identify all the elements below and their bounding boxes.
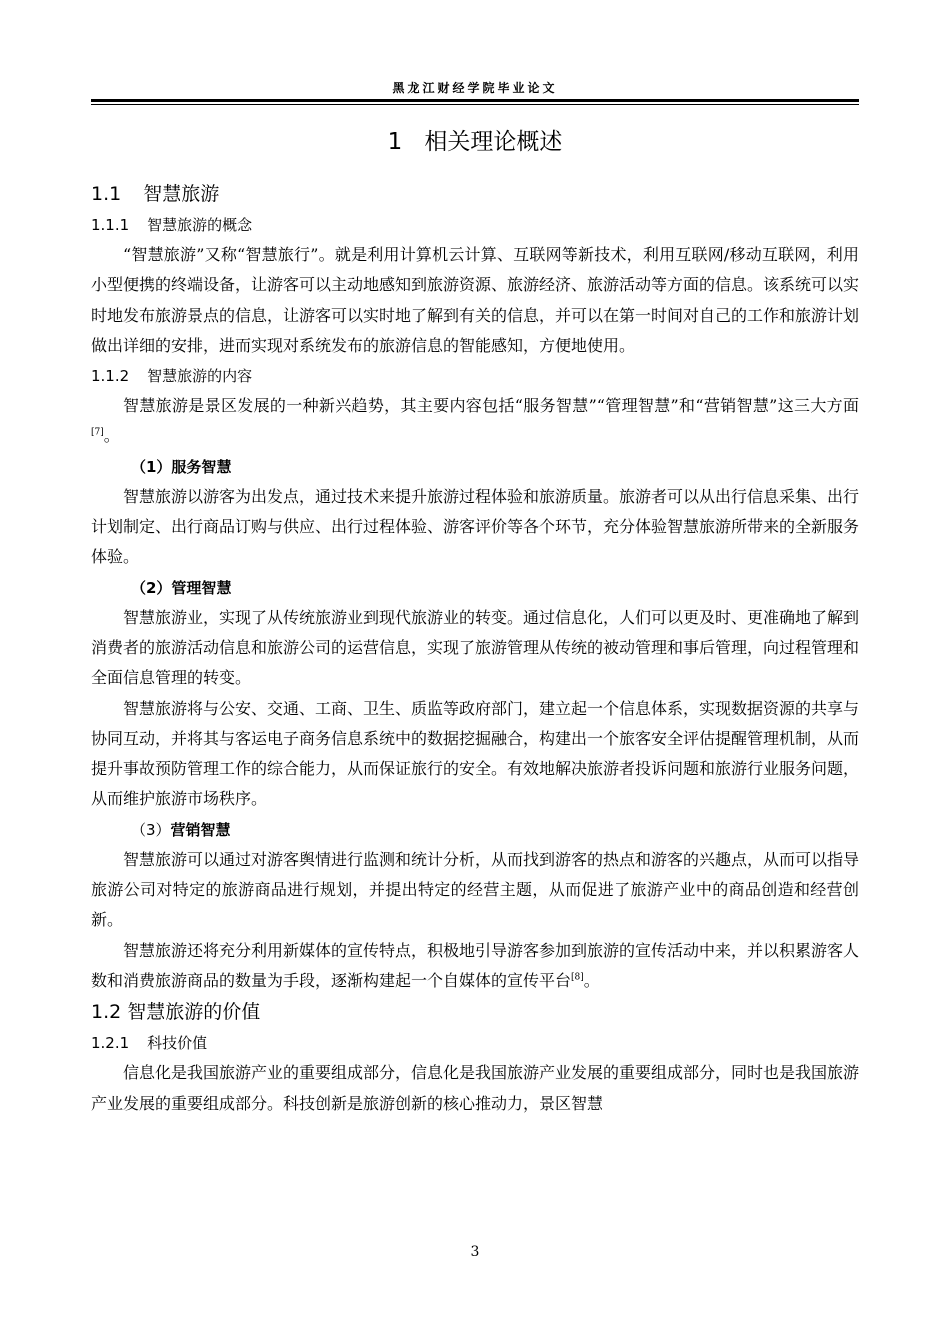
paragraph-marketing-2 [91,936,859,997]
subsection-number: 1.1.1 [91,216,130,234]
header-rule-thin [91,104,859,105]
subsection-heading-1-2-1 [91,1028,859,1058]
paragraph-management-1: 智慧旅游业，实现了从传统旅游业到现代旅游业的转变。通过信息化，人们可以更及时、更准确地了解到消费者的旅游活动信息和旅游公司的运营信息，实现了旅游管理从传统的被动管理和事后管理，向过程管理和全面信息管理的转变。 [91,607,860,688]
citation-ref: [8] [571,972,584,983]
section-heading-1-1 [91,178,859,210]
paragraph-management-2: 智慧旅游将与公安、交通、工商、卫生、质监等政府部门，建立起一个信息体系，实现数据资源的共享与协同互动，并将其与客运电子商务信息系统中的数据挖掘融合，构建出一个旅客安全评估提醒管理机制，从而提升事故预防管理工作的综合能力，从而保证旅行的安全。有效地解决旅游者投诉问题和旅游行业服务问题，从而维护旅游市场秩序。 [91,698,860,809]
paragraph-end: 。 [583,970,600,990]
chapter-title: 相关理论概述 [424,129,563,155]
paragraph-marketing-1: 智慧旅游可以通过对游客舆情进行监测和统计分析，从而找到游客的热点和游客的兴趣点，从而可以指导旅游公司对特定的旅游商品进行规划，并提出特定的经营主题，从而促进了旅游产业中的商品创造和经营创新。 [91,849,860,930]
section-title: 智慧旅游 [143,183,220,205]
header-rule-thick [91,99,859,102]
paragraph-tech-value: 信息化是我国旅游产业的重要组成部分，信息化是我国旅游产业发展的重要组成部分，同时也是我国旅游产业发展的重要组成部分。科技创新是旅游创新的核心推动力，景区智慧 [91,1063,860,1113]
subsection-number: 1.2.1 [91,1034,130,1053]
paragraph-concept: “智慧旅游”又称“智慧旅行”。就是利用计算机云计算、互联网等新技术，利用互联网/移动互联网，利用小型便携的终端设备，让游客可以主动地感知到旅游资源、旅游经济、旅游活动等方面的信息。该系统可以实时地发布旅游景点的信息，让游客可以实时地了解到有关的信息，并可以在第一时间对自己的工作和旅游计划做出详细的安排，进而实现对系统发布的旅游信息的智能感知，方便地使用。 [91,245,860,355]
page-number: 3 [470,1244,480,1260]
running-header: 黑龙江财经学院毕业论文 [392,81,558,95]
paragraph-end: 。 [103,426,120,446]
paragraph-text: 智慧旅游还将充分利用新媒体的宣传特点，积极地引导游客参加到旅游的宣传活动中来，并以积累游客人数和消费旅游商品的数量为手段，逐渐构建起一个自媒体的宣传平台 [91,940,860,990]
list-item-prefix: （3） [131,820,171,839]
subsection-heading-1-1-2 [91,361,859,391]
list-item-service: （1）服务智慧 [131,457,232,476]
section-heading-1-2: 1.2 智慧旅游的价值 [91,1001,261,1024]
subsection-title: 科技价值 [147,1034,208,1053]
chapter-heading [91,122,859,162]
list-item-marketing [91,815,859,845]
subsection-title: 智慧旅游的概念 [147,216,253,234]
body-content [91,122,859,1119]
section-number: 1.1 [91,183,122,205]
chapter-number: 1 [387,129,403,155]
list-item-title: 营销智慧 [170,820,231,839]
citation-ref: [7] [91,428,104,439]
paragraph-content-intro [91,391,859,452]
paragraph-text: 智慧旅游是景区发展的一种新兴趋势，其主要内容包括“服务智慧”“管理智慧”和“营销智慧”这三大方面 [123,396,859,416]
subsection-number: 1.1.2 [91,367,130,386]
list-item-management: （2）管理智慧 [131,578,232,597]
paragraph-service: 智慧旅游以游客为出发点，通过技术来提升旅游过程体验和旅游质量。旅游者可以从出行信息采集、出行计划制定、出行商品订购与供应、出行过程体验、游客评价等各个环节，充分体验智慧旅游所带来的全新服务体验。 [91,486,860,567]
subsection-title: 智慧旅游的内容 [147,367,253,386]
subsection-heading-1-1-1 [91,210,859,240]
